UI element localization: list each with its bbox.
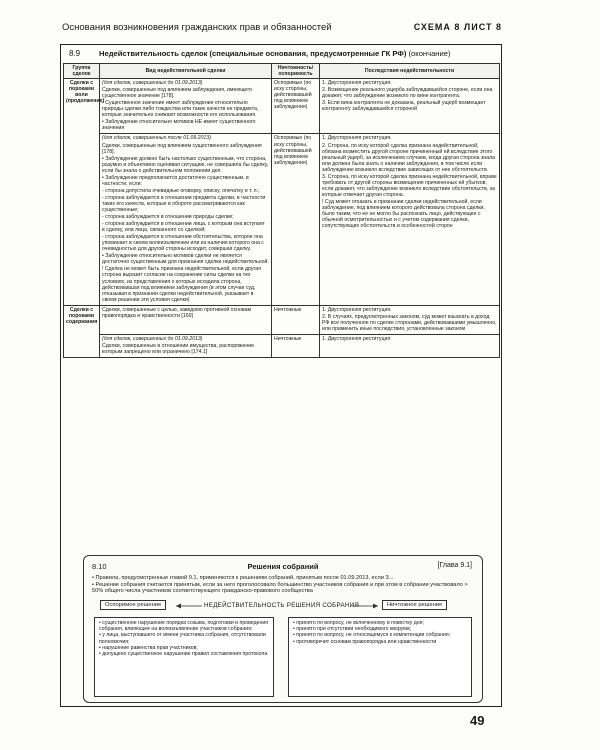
consequences-cell: 1. Двусторонняя реституция bbox=[320, 334, 500, 357]
rule-line: • Правила, предусмотренные главой 9.1, применяются к решениям собраний, принятым после 01.09.2013, если З... bbox=[92, 575, 394, 581]
kind-cell: Сделки, совершенные с целью, заведомо противной основам правопорядка и нравственности [169] bbox=[100, 305, 272, 334]
cons-line: 1. Двусторонняя реституция. bbox=[322, 306, 392, 313]
kind-line: Сделки, совершенные под влиянием заблуждения, имеющего существенное значение [178]. bbox=[102, 87, 252, 100]
meeting-section-title: Решения собраний bbox=[247, 562, 319, 571]
kind-line: - сторона допустила очевидные оговорку, описку, опечатку и т. п.; bbox=[102, 187, 260, 194]
kind-cell bbox=[100, 79, 272, 134]
table-header-row bbox=[64, 64, 500, 79]
table-row bbox=[64, 134, 500, 305]
col-header-kind: Вид недействительной сделки bbox=[100, 64, 272, 79]
kind-line: ! Сделка не может быть признана недействительной, если другая сторона выразит согласие на сохранение силы сделки на тех условиях, из представления о которых исходила сторона, действовавшая под влиянием заблуждения (в этом случае суд, отказывая в признании сделки недействительной, указывает в своем решении эти условия сделки) bbox=[102, 266, 261, 303]
rule-line: • Решение собрания считается принятым, если за него проголосовало большинство участников собрания и при этом в собрании участвовало > 50% общего числа участников соответствующего гражданско-правового сообщества bbox=[92, 581, 468, 595]
table-row bbox=[64, 305, 500, 334]
cons-line: 2. В случаях, предусмотренных законом, суд может взыскать в доход РФ все полученное по сделке сторонами, действовавшими умышленно, или применить иные последствия, установленные законом bbox=[322, 313, 497, 332]
col-header-group: Группа сделок bbox=[64, 64, 100, 79]
running-header bbox=[62, 22, 502, 33]
invalidity-heading: НЕДЕЙСТВИТЕЛЬНОСТЬ РЕШЕНИЯ СОБРАНИЯ bbox=[204, 602, 360, 609]
nullity-cell: Оспоримые (по иску стороны, действовавшей под влиянием заблуждения) bbox=[272, 134, 320, 305]
cons-line: 2. Сторона, по иску которой сделка признана недействительной, обязана возместить другой стороне причиненный ей вследствие этого реальный ущерб, за исключением случаев, когда другая сторона знала или должна была знать о наличии заблуждения, в том числе если заблуждение возникло вследствие зависящих от нее обстоятельств. bbox=[322, 142, 496, 173]
nullity-cell: Оспоримые (по иску стороны, действовавшей под влиянием заблуждения) bbox=[272, 79, 320, 134]
left-arrow-head bbox=[176, 604, 181, 609]
table-row bbox=[64, 334, 500, 357]
ground-item: • принято по вопросу, не включенному в повестку дня; bbox=[293, 620, 424, 626]
kind-cell bbox=[100, 334, 272, 357]
kind-line: Сделки, совершенные под влиянием существенного заблуждения [178]. bbox=[102, 142, 262, 155]
col-header-consequences: Последствия недействительности bbox=[320, 64, 500, 79]
ground-item: • принято по вопросу, не относящемуся к компетенции собрания; bbox=[293, 632, 451, 639]
kind-line: (для сделок, совершенных до 01.09.2013) bbox=[102, 80, 203, 87]
kind-line: • Заблуждение относительно мотивов сделки не является достаточно существенным для признания сделки недействительной. bbox=[102, 253, 269, 266]
kind-line: Сделки, совершенные в отношении имущества, распоряжение которым запрещено или ограничено [174.1] bbox=[102, 342, 254, 355]
consequences-cell bbox=[320, 79, 500, 134]
ground-item: • допущено существенное нарушение правил составления протокола bbox=[99, 651, 268, 658]
kind-cell bbox=[100, 134, 272, 305]
ground-item: • у лица, выступавшего от имени участника собрания, отсутствовали полномочия; bbox=[99, 632, 266, 645]
nullity-cell: Ничтожные bbox=[272, 334, 320, 357]
void-decision-label: Ничтожное решение bbox=[382, 600, 447, 610]
scheme-label: СХЕМА 8 ЛИСТ 8 bbox=[413, 22, 502, 32]
group-cell-content-defects: Сделки с пороками содержания bbox=[64, 305, 100, 357]
invalidity-label-row bbox=[94, 600, 474, 612]
section-number: 8.9 bbox=[69, 49, 81, 58]
cons-line: 3. Сторона, по иску которой сделка признана недействительной, вправе требовать от другой стороны возмещения причиненных ей убытков, если докажет, что заблуждение возникло вследствие обстоятельств, за которые отвечает другая сторона. bbox=[322, 173, 497, 198]
voidable-grounds-box bbox=[94, 617, 274, 697]
meeting-decisions-section bbox=[83, 555, 483, 703]
meeting-rules bbox=[92, 575, 476, 595]
cons-line: 2. Возмещение реального ущерба заблуждавшейся стороне, если она докажет, что заблуждение возникло по вине контрагента. bbox=[322, 87, 493, 100]
nullity-cell: Ничтожные bbox=[272, 305, 320, 334]
section-title bbox=[99, 49, 450, 58]
cons-line: 3. Если вина контрагента не доказана, реальный ущерб возмещает контрагенту заблуждавшейся стороной bbox=[322, 100, 486, 113]
cons-line: 1. Двусторонняя реституция. bbox=[322, 135, 392, 142]
kind-line: • Заблуждение относительно мотивов НЕ имеет существенного значения bbox=[102, 119, 256, 132]
group-cell-will-defects: Сделки с пороками воли (продолжение) bbox=[64, 79, 100, 306]
cons-line: ! Суд может отказать в признании сделки недействительной, если заблуждение, под влиянием которого действовала сторона сделки, было таким, что ее не могло бы распознать лицо, действующее с обычной осмотрительностью и с учетом содержания сделки, сопутствующих обстоятельств и особенностей сторон bbox=[322, 198, 485, 230]
running-title: Основания возникновения гражданских прав и обязанностей bbox=[62, 22, 332, 33]
ground-item: • противоречит основам правопорядка или нравственности bbox=[293, 638, 437, 645]
section-title-main: Недействительность сделок (специальные основания, предусмотренные ГК РФ) bbox=[99, 49, 407, 58]
kind-line: • Заблуждение предполагается достаточно существенным, в частности, если: bbox=[102, 174, 249, 187]
table-row bbox=[64, 79, 500, 134]
content-frame bbox=[60, 44, 502, 707]
invalid-deals-table bbox=[63, 63, 500, 358]
kind-line: (для сделок, совершенных после 01.09.2013) bbox=[102, 135, 211, 142]
kind-line: - сторона заблуждается в отношении лица, с которым она вступает в сделку, или лица, связанного со сделкой; bbox=[102, 221, 265, 234]
consequences-cell bbox=[320, 305, 500, 334]
consequences-cell bbox=[320, 134, 500, 305]
meeting-section-chapter: [Глава 9.1] bbox=[437, 562, 472, 569]
kind-line: - сторона заблуждается в отношении природы сделки; bbox=[102, 214, 234, 221]
ground-item: • существенное нарушение порядка созыва, подготовки и проведения собрания, влияющее на волеизъявление участников собрания; bbox=[99, 620, 269, 633]
meeting-section-number: 8.10 bbox=[92, 562, 107, 571]
voidable-decision-label: Оспоримое решение bbox=[100, 600, 166, 610]
ground-item: • принято при отсутствии необходимого кворума; bbox=[293, 626, 412, 633]
kind-line: - сторона заблуждается в отношении обстоятельства, которое она упоминает в своем волеизъявлении или из наличия которого она с очевидностью для другой стороны исходит, совершая сделку. bbox=[102, 234, 264, 253]
kind-line: (для сделок, совершенных до 01.09.2013) bbox=[102, 335, 203, 342]
col-header-nullity: Ничтожность/ оспоримость bbox=[272, 64, 320, 79]
right-arrow-head bbox=[373, 604, 378, 609]
void-grounds-box bbox=[288, 617, 472, 697]
ground-item: • нарушение равенства прав участников; bbox=[99, 644, 198, 651]
page-number: 49 bbox=[470, 713, 485, 728]
cons-line: 1. Двусторонняя реституция. bbox=[322, 80, 392, 87]
kind-line: - сторона заблуждается в отношении предмета сделки, в частности таких его качеств, которые в обороте рассматриваются как существенные; bbox=[102, 194, 266, 213]
section-title-suffix: (окончание) bbox=[408, 49, 451, 58]
kind-line: • Заблуждение должно быть настолько существенным, что сторона, разумно и объективно оценивая ситуацию, не совершила бы сделку, если бы знала о действительном положении дел. bbox=[102, 155, 269, 174]
kind-line: • Существенное значение имеет заблуждение относительно природы сделки либо тождества или таких качеств ее предмета, которые значительно снижают возможности его использования. bbox=[102, 100, 259, 119]
